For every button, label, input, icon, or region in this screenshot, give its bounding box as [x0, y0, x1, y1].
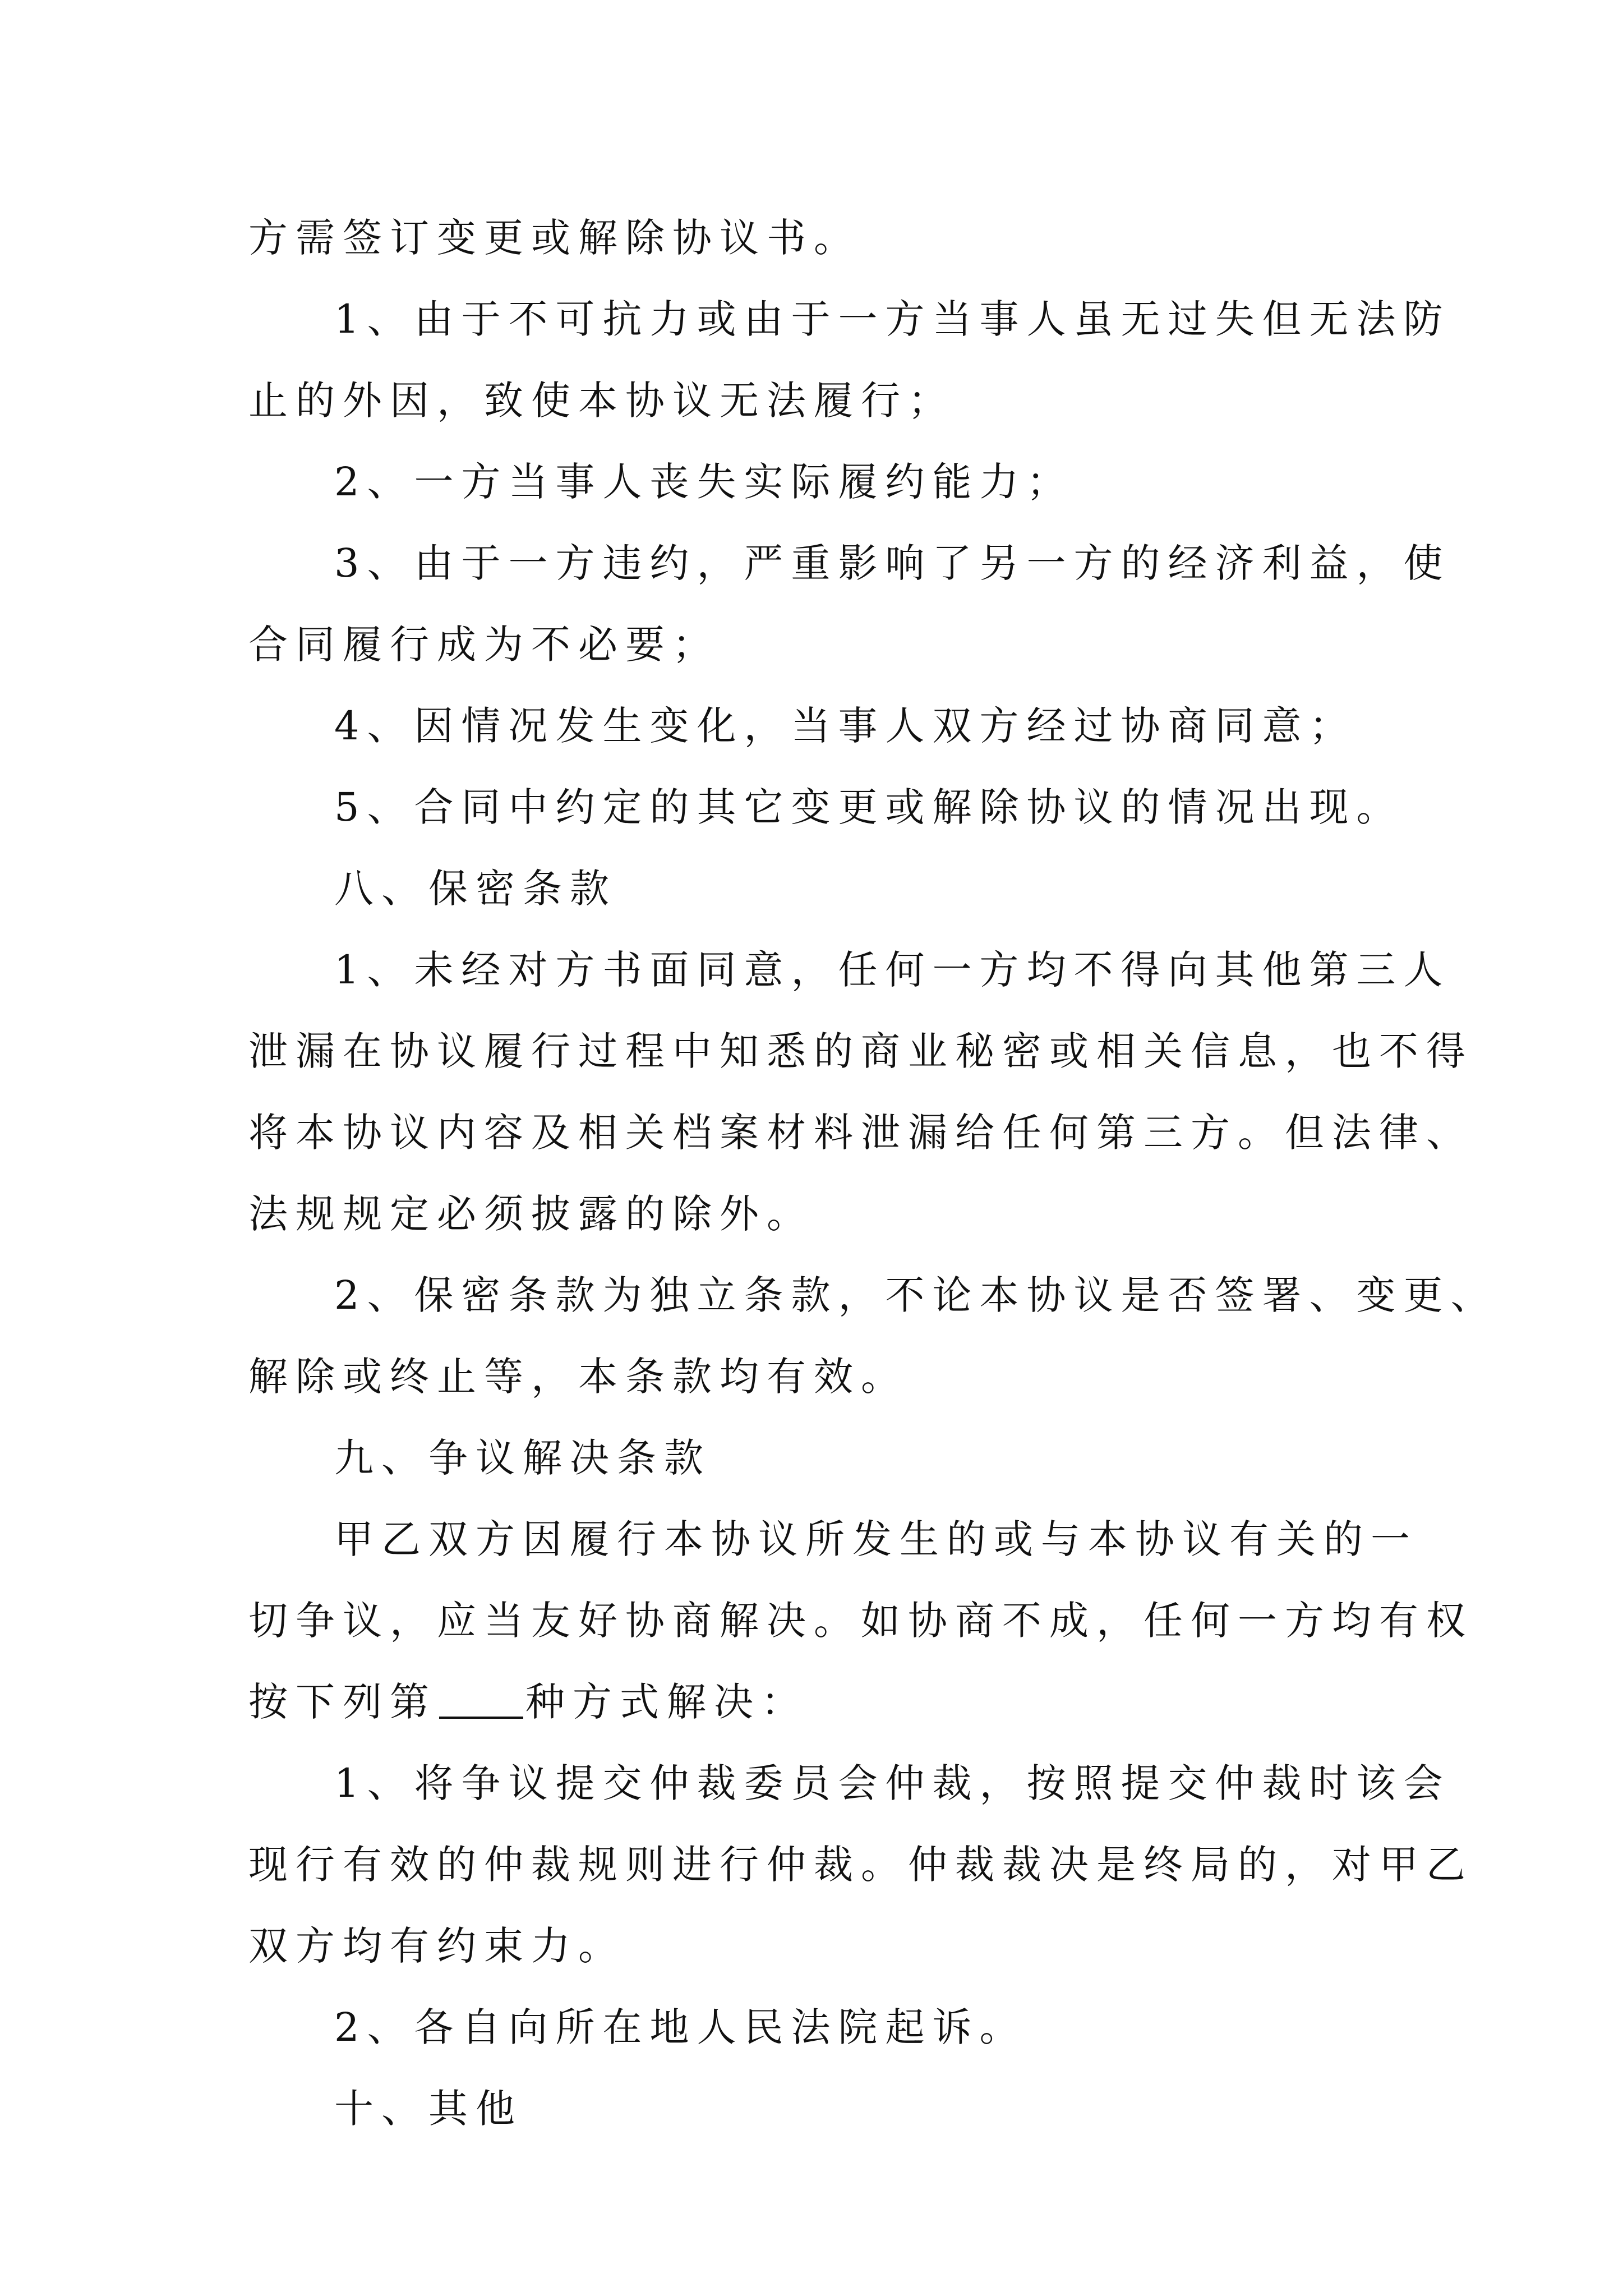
- section-9-heading: 九、争议解决条款: [334, 1435, 711, 1481]
- continuation-line: 方需签订变更或解除协议书。: [248, 215, 861, 261]
- method-prefix: 按下列第: [248, 1679, 437, 1725]
- document-body: [248, 197, 1498, 2150]
- section-9-intro-line-3: [248, 1662, 1381, 1743]
- section-8-item-1-line-3: 将本协议内容及相关档案材料泄漏给任何第三方。但法律、: [248, 1110, 1473, 1156]
- section-8-item-1-line-2: 泄漏在协议履行过程中知悉的商业秘密或相关信息，也不得: [248, 1028, 1473, 1074]
- termination-item-5: 5、合同中约定的其它变更或解除协议的情况出现。: [334, 784, 1404, 830]
- section-10-heading: 十、其他: [334, 2086, 523, 2132]
- section-9-item-2: 2、各自向所在地人民法院起诉。: [334, 2004, 1027, 2050]
- section-9-intro-line-2: 切争议，应当友好协商解决。如协商不成，任何一方均有权: [248, 1598, 1473, 1644]
- section-8-item-1-line-1: 1、未经对方书面同意，任何一方均不得向其他第三人: [334, 947, 1451, 993]
- section-9-item-1-line-3: 双方均有约束力。: [248, 1923, 625, 1969]
- section-8-heading: 八、保密条款: [334, 866, 617, 912]
- method-number-blank: [439, 1666, 523, 1719]
- termination-item-3-line-2: 合同履行成为不必要；: [248, 622, 720, 668]
- section-8-item-2-line-1: 2、保密条款为独立条款，不论本协议是否签署、变更、: [334, 1272, 1498, 1318]
- termination-item-1-line-1: 1、由于不可抗力或由于一方当事人虽无过失但无法防: [334, 296, 1451, 342]
- section-9-item-1-line-1: 1、将争议提交仲裁委员会仲裁，按照提交仲裁时该会: [334, 1760, 1451, 1806]
- section-8-item-1-line-4: 法规规定必须披露的除外。: [248, 1191, 814, 1237]
- section-8-item-2-line-2: 解除或终止等，本条款均有效。: [248, 1354, 908, 1400]
- termination-item-4: 4、因情况发生变化，当事人双方经过协商同意；: [334, 703, 1357, 749]
- method-suffix: 种方式解决：: [525, 1679, 808, 1725]
- termination-item-1-line-2: 止的外因，致使本协议无法履行；: [248, 378, 955, 424]
- termination-item-2: 2、一方当事人丧失实际履约能力；: [334, 459, 1074, 505]
- termination-item-3-line-1: 3、由于一方违约，严重影响了另一方的经济利益，使: [334, 540, 1451, 586]
- section-9-item-1-line-2: 现行有效的仲裁规则进行仲裁。仲裁裁决是终局的，对甲乙: [248, 1842, 1473, 1888]
- section-9-intro-line-1: 甲乙双方因履行本协议所发生的或与本协议有关的一: [334, 1516, 1418, 1562]
